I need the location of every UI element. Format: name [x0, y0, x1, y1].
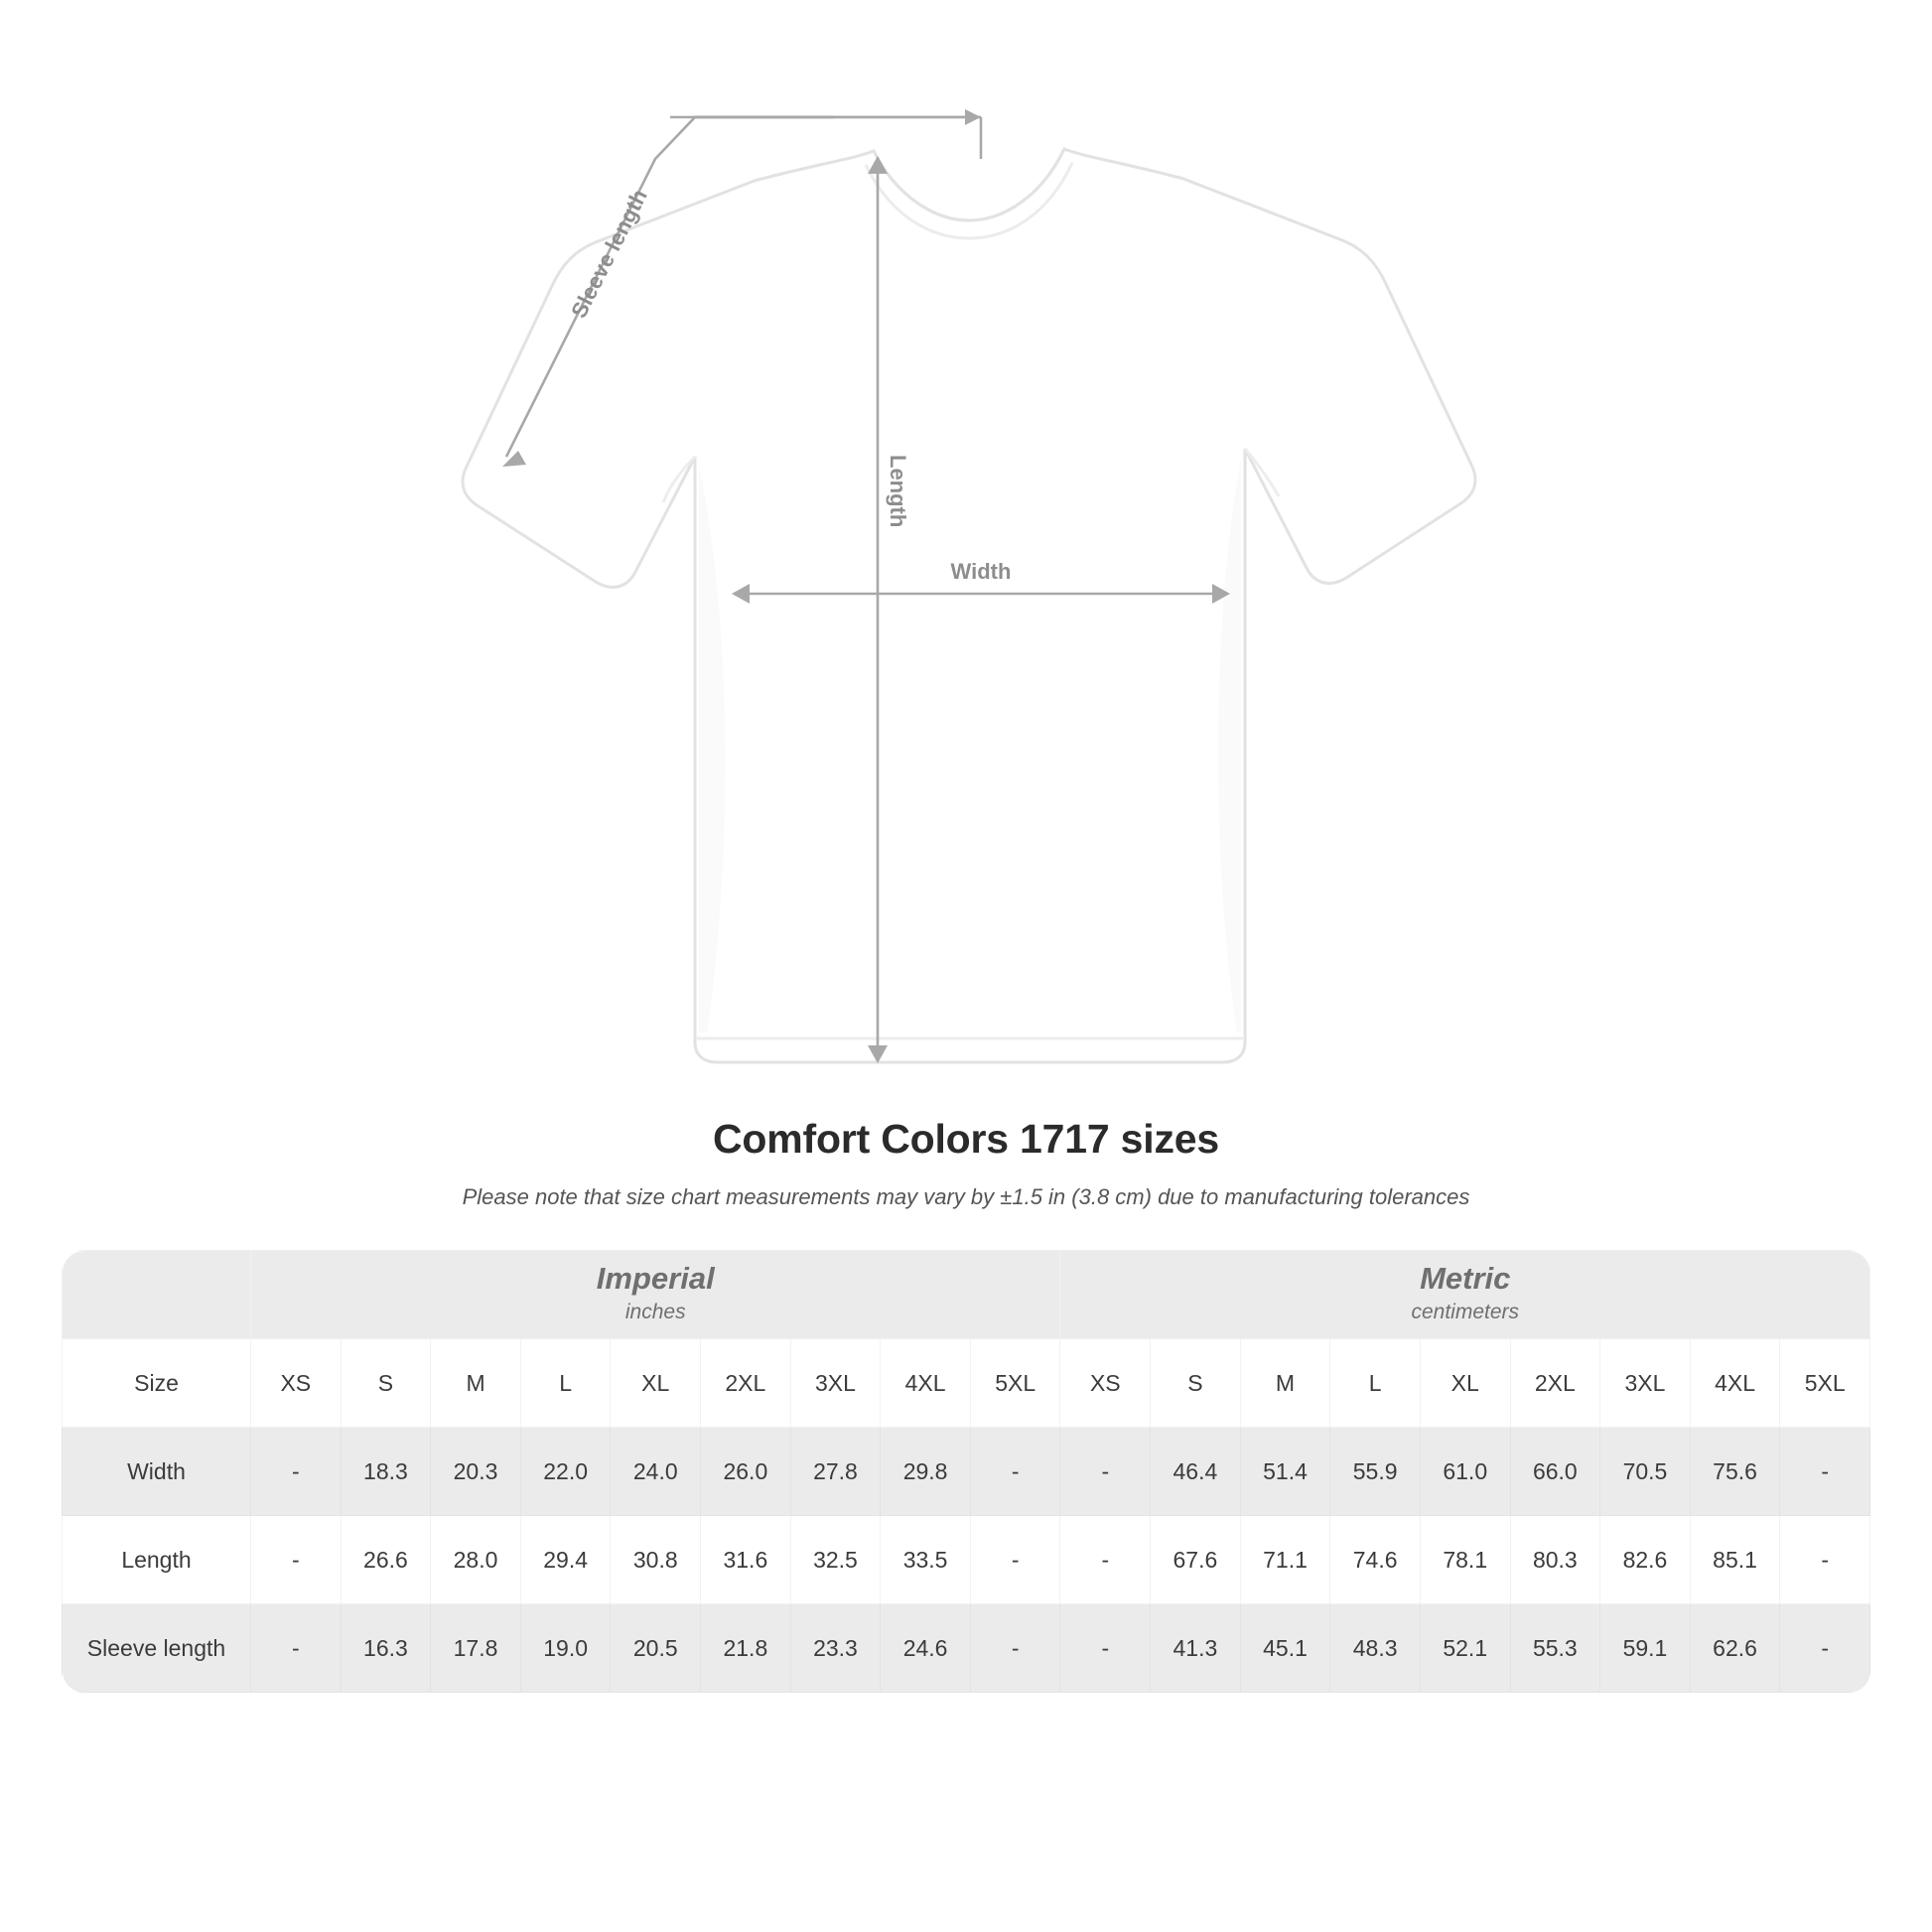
size-header-imperial-xs: XS — [251, 1339, 342, 1428]
cell-sleeve-metric-xl: 52.1 — [1420, 1604, 1510, 1693]
cell-width-metric-xs: - — [1060, 1428, 1151, 1516]
cell-width-imperial-l: 22.0 — [520, 1428, 611, 1516]
size-table — [62, 1250, 1870, 1693]
size-header-row — [63, 1339, 1870, 1428]
table-row-length — [63, 1516, 1870, 1604]
cell-width-metric-s: 46.4 — [1151, 1428, 1241, 1516]
unit-group-imperial-sub: inches — [624, 1301, 686, 1324]
cell-sleeve-imperial-l: 19.0 — [520, 1604, 611, 1693]
row-label-sleeve-length: Sleeve length — [63, 1604, 251, 1693]
cell-width-imperial-4xl: 29.8 — [881, 1428, 971, 1516]
unit-group-metric-sub: centimeters — [1411, 1301, 1520, 1324]
size-header-metric-2xl: 2XL — [1510, 1339, 1600, 1428]
cell-length-imperial-l: 29.4 — [520, 1516, 611, 1604]
cell-sleeve-imperial-5xl: - — [970, 1604, 1060, 1693]
cell-sleeve-metric-s: 41.3 — [1151, 1604, 1241, 1693]
cell-length-imperial-xl: 30.8 — [611, 1516, 701, 1604]
size-header-metric-m: M — [1240, 1339, 1330, 1428]
cell-sleeve-imperial-s: 16.3 — [341, 1604, 431, 1693]
size-table-wrapper — [62, 1250, 1870, 1693]
cell-length-imperial-m: 28.0 — [431, 1516, 521, 1604]
table-row-sleeve-length — [63, 1604, 1870, 1693]
size-header-metric-3xl: 3XL — [1600, 1339, 1691, 1428]
cell-sleeve-imperial-3xl: 23.3 — [790, 1604, 881, 1693]
cell-sleeve-metric-m: 45.1 — [1240, 1604, 1330, 1693]
cell-length-metric-5xl: - — [1780, 1516, 1870, 1604]
cell-width-metric-5xl: - — [1780, 1428, 1870, 1516]
size-header-imperial-l: L — [520, 1339, 611, 1428]
size-header-metric-5xl: 5XL — [1780, 1339, 1870, 1428]
size-header-metric-xl: XL — [1420, 1339, 1510, 1428]
size-header-metric-4xl: 4XL — [1690, 1339, 1780, 1428]
cell-sleeve-imperial-m: 17.8 — [431, 1604, 521, 1693]
cell-sleeve-imperial-4xl: 24.6 — [881, 1604, 971, 1693]
cell-length-metric-m: 71.1 — [1240, 1516, 1330, 1604]
size-header-metric-s: S — [1151, 1339, 1241, 1428]
size-header-metric-xs: XS — [1060, 1339, 1151, 1428]
cell-sleeve-metric-2xl: 55.3 — [1510, 1604, 1600, 1693]
tshirt-shape — [463, 149, 1475, 1062]
page-subtitle: Please note that size chart measurements may vary by ±1.5 in (3.8 cm) due to manufacturing tolerances — [462, 1184, 1470, 1209]
size-header-imperial-4xl: 4XL — [881, 1339, 971, 1428]
cell-width-imperial-3xl: 27.8 — [790, 1428, 881, 1516]
cell-length-metric-l: 74.6 — [1330, 1516, 1421, 1604]
cell-sleeve-metric-l: 48.3 — [1330, 1604, 1421, 1693]
sleeve-length-label: Sleeve length — [566, 185, 652, 323]
size-header-imperial-2xl: 2XL — [701, 1339, 791, 1428]
cell-width-metric-2xl: 66.0 — [1510, 1428, 1600, 1516]
cell-sleeve-imperial-xl: 20.5 — [611, 1604, 701, 1693]
size-header-imperial-s: S — [341, 1339, 431, 1428]
cell-length-metric-xs: - — [1060, 1516, 1151, 1604]
cell-width-imperial-5xl: - — [970, 1428, 1060, 1516]
cell-sleeve-imperial-xs: - — [251, 1604, 342, 1693]
cell-sleeve-metric-4xl: 62.6 — [1690, 1604, 1780, 1693]
cell-width-imperial-s: 18.3 — [341, 1428, 431, 1516]
row-label-length: Length — [63, 1516, 251, 1604]
size-header-metric-l: L — [1330, 1339, 1421, 1428]
cell-length-imperial-5xl: - — [970, 1516, 1060, 1604]
cell-width-imperial-xs: - — [251, 1428, 342, 1516]
cell-width-metric-xl: 61.0 — [1420, 1428, 1510, 1516]
cell-length-imperial-4xl: 33.5 — [881, 1516, 971, 1604]
cell-length-metric-3xl: 82.6 — [1600, 1516, 1691, 1604]
size-header-label: Size — [63, 1339, 251, 1428]
cell-length-metric-4xl: 85.1 — [1690, 1516, 1780, 1604]
cell-width-metric-l: 55.9 — [1330, 1428, 1421, 1516]
cell-width-metric-3xl: 70.5 — [1600, 1428, 1691, 1516]
size-header-imperial-3xl: 3XL — [790, 1339, 881, 1428]
cell-sleeve-metric-xs: - — [1060, 1604, 1151, 1693]
cell-width-imperial-xl: 24.0 — [611, 1428, 701, 1516]
size-header-imperial-m: M — [431, 1339, 521, 1428]
cell-sleeve-metric-5xl: - — [1780, 1604, 1870, 1693]
cell-length-imperial-s: 26.6 — [341, 1516, 431, 1604]
unit-group-imperial-name: Imperial — [596, 1261, 715, 1297]
size-header-imperial-5xl: 5XL — [970, 1339, 1060, 1428]
title-block — [0, 1116, 1932, 1210]
unit-group-metric-name: Metric — [1420, 1261, 1511, 1297]
cell-length-metric-s: 67.6 — [1151, 1516, 1241, 1604]
page-title: Comfort Colors 1717 sizes — [713, 1116, 1219, 1162]
cell-length-imperial-2xl: 31.6 — [701, 1516, 791, 1604]
row-label-width: Width — [63, 1428, 251, 1516]
cell-sleeve-metric-3xl: 59.1 — [1600, 1604, 1691, 1693]
cell-width-imperial-2xl: 26.0 — [701, 1428, 791, 1516]
size-header-imperial-xl: XL — [611, 1339, 701, 1428]
cell-length-metric-xl: 78.1 — [1420, 1516, 1510, 1604]
size-table-body — [63, 1251, 1870, 1693]
table-row-width — [63, 1428, 1870, 1516]
cell-length-metric-2xl: 80.3 — [1510, 1516, 1600, 1604]
unit-header-row — [63, 1251, 1870, 1339]
cell-width-metric-4xl: 75.6 — [1690, 1428, 1780, 1516]
cell-length-imperial-3xl: 32.5 — [790, 1516, 881, 1604]
cell-length-imperial-xs: - — [251, 1516, 342, 1604]
length-label: Length — [886, 455, 910, 528]
cell-width-metric-m: 51.4 — [1240, 1428, 1330, 1516]
unit-header-spacer — [63, 1251, 251, 1339]
unit-group-imperial — [251, 1251, 1060, 1339]
cell-sleeve-imperial-2xl: 21.8 — [701, 1604, 791, 1693]
cell-width-imperial-m: 20.3 — [431, 1428, 521, 1516]
width-label: Width — [950, 559, 1012, 584]
unit-group-metric — [1060, 1251, 1870, 1339]
